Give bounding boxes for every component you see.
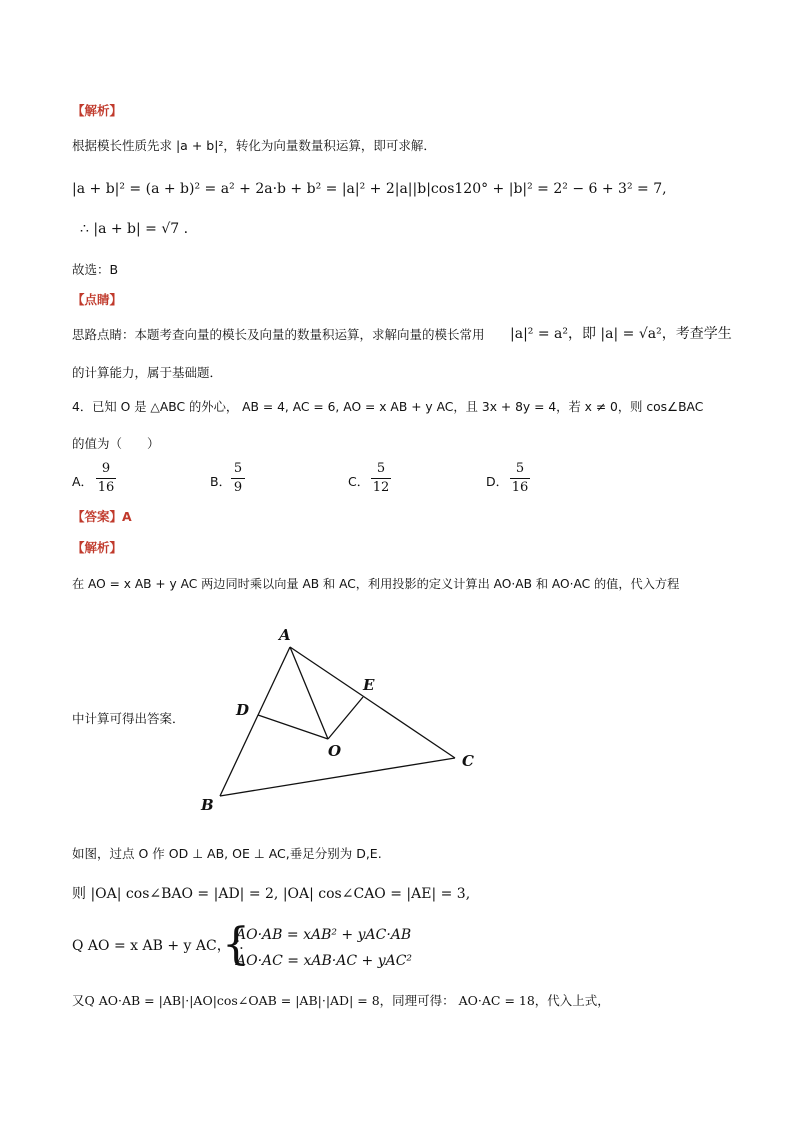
tip-line-1b: |a|² = a²，即 |a| = √a²，考查学生 [510, 326, 732, 342]
option-b-den: 9 [233, 480, 243, 495]
label-o: O [328, 742, 342, 760]
method-line: 在 AO = x AB + y AC 两边同时乘以向量 AB 和 AC，利用投影的定义计算出 AO·AB 和 AO·AC 的值，代入方程 [72, 577, 680, 591]
label-e: E [363, 676, 375, 694]
segment-ab [220, 647, 290, 796]
answer-pick: 故选：B [72, 262, 119, 277]
option-c-label: C． [348, 474, 370, 489]
segment-ac [290, 647, 455, 758]
option-d-fraction [510, 461, 530, 496]
option-a-fraction [96, 461, 116, 496]
section-jiexi-2: 【解析】 [72, 540, 123, 555]
tip-line-2: 的计算能力，属于基础题． [72, 365, 223, 380]
option-a-den: 16 [97, 480, 115, 495]
section-answer: 【答案】A [72, 509, 132, 524]
system-row-1: AO·AB = xAB² + yAC·AB [236, 927, 412, 943]
label-b: B [201, 796, 214, 814]
option-c-fraction [371, 461, 391, 496]
question-4-text-2: 的值为（ ） [72, 436, 160, 451]
section-dianjing: 【点睛】 [72, 292, 123, 307]
option-d-label: D． [486, 474, 509, 489]
intro-line: 根据模长性质先求 |a + b|²，转化为向量数量积运算，即可求解． [72, 138, 436, 153]
triangle-figure [195, 618, 495, 818]
segment-od [258, 715, 328, 739]
option-b-num: 5 [233, 461, 243, 476]
projection-line: 则 |OA| cos∠BAO = |AD| = 2, |OA| cos∠CAO = |AE| = 3, [72, 886, 471, 902]
segment-oe [328, 697, 363, 739]
option-d-num: 5 [515, 461, 525, 476]
tip-line-1a: 思路点睛：本题考查向量的模长及向量的数量积运算，求解向量的模长常用 [72, 327, 485, 342]
question-4-text: 4．已知 O 是 △ABC 的外心， AB = 4, AC = 6, AO = x AB + y AC，且 3x + 8y = 4，若 x ≠ 0，则 cos∠BAC [72, 400, 704, 414]
label-d: D [236, 701, 250, 719]
label-c: C [462, 752, 474, 770]
option-c-den: 12 [372, 480, 390, 495]
system-lead: Q AO = x AB + y AC，∴ [72, 938, 245, 954]
option-a-label: A． [72, 474, 94, 489]
also-line: 又Q AO·AB = |AB|·|AO|cos∠OAB = |AB|·|AD| = 8，同理可得： AO·AC = 18，代入上式， [72, 993, 610, 1008]
segment-bc [220, 758, 455, 796]
section-jiexi-1: 【解析】 [72, 103, 123, 118]
option-b-label: B． [210, 474, 232, 489]
label-a: A [279, 626, 291, 644]
method-line-2: 中计算可得出答案． [72, 711, 185, 726]
figure-description: 如图，过点 O 作 OD ⊥ AB, OE ⊥ AC,垂足分别为 D,E. [72, 846, 382, 861]
segment-ao [290, 647, 328, 739]
option-a-num: 9 [101, 461, 111, 476]
option-c-num: 5 [376, 461, 386, 476]
system-row-2: AO·AC = xAB·AC + yAC² [236, 953, 413, 969]
option-d-den: 16 [511, 480, 529, 495]
option-b-fraction [231, 461, 245, 496]
system-brace: { [222, 919, 250, 970]
result-line: ∴ |a + b| = √7 . [80, 221, 189, 237]
calc-line: |a + b|² = (a + b)² = a² + 2a·b + b² = |a|² + 2|a||b|cos120° + |b|² = 2² − 6 + 3² = 7, [72, 181, 667, 197]
